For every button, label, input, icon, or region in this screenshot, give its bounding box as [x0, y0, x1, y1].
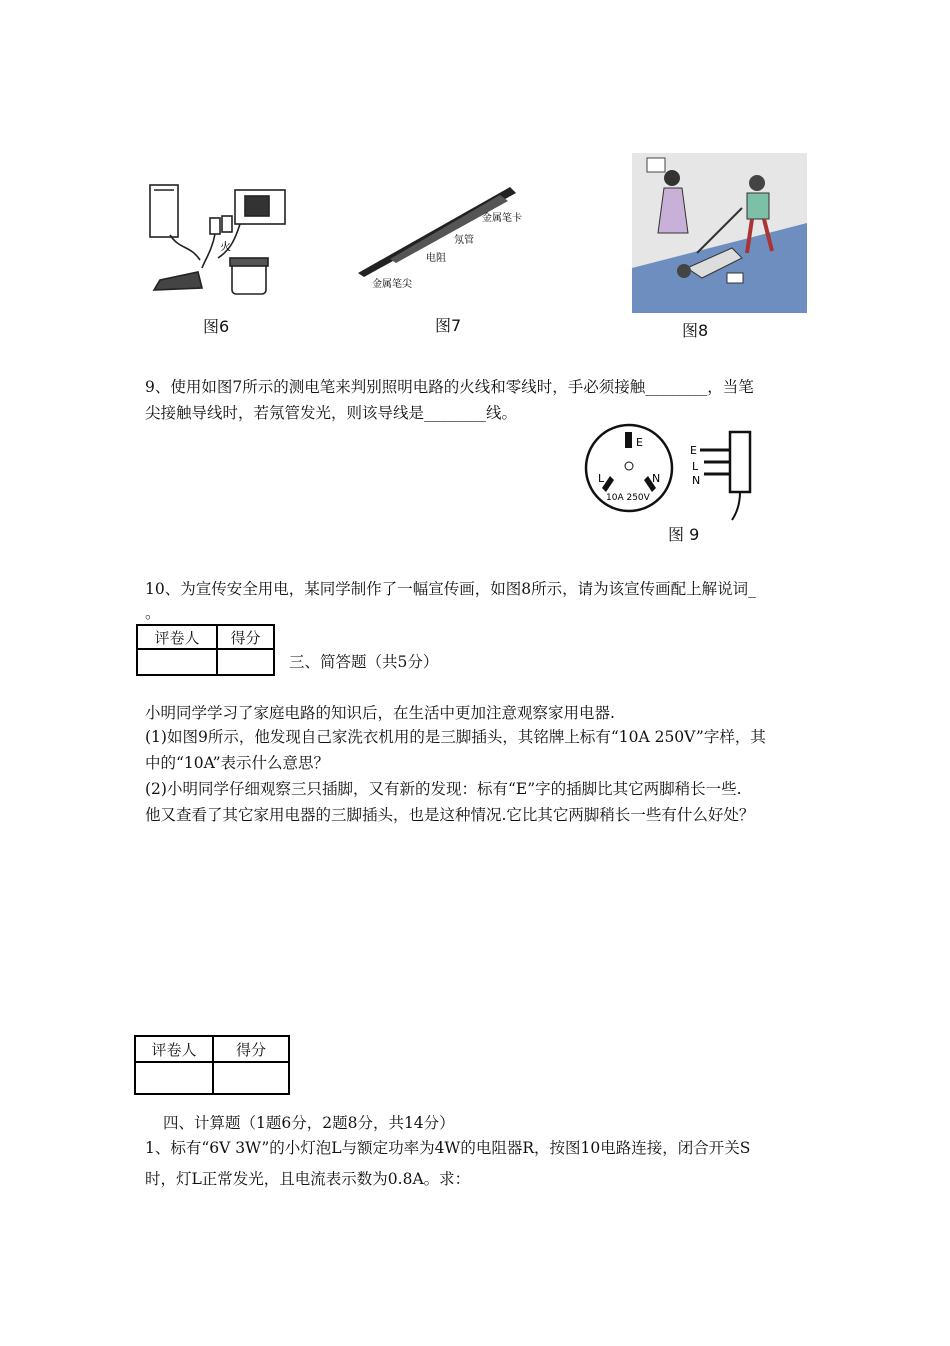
figure-8-safety-poster [632, 153, 807, 313]
score-box-score-cell[interactable] [217, 649, 274, 675]
plug-face-label-l: L [598, 472, 605, 485]
score-box-2-score-header: 得分 [213, 1036, 289, 1062]
section-3-title: 三、简答题（共5分） [289, 653, 439, 671]
short-answer-part-1-line-2: 中的“10A”表示什么意思？ [145, 754, 329, 772]
figure-6-caption: 图6 [203, 317, 230, 336]
short-answer-part-2-line-2: 他又查看了其它家用电器的三脚插头，也是这种情况.它比其它两脚稍长一些有什么好处？ [145, 806, 755, 824]
figure-8-caption: 图8 [682, 321, 709, 340]
figure-6-label-fire: 火 [220, 240, 231, 253]
plug-side-label-n: N [692, 474, 701, 487]
figure-7-label-resistor: 电阻 [426, 253, 446, 264]
score-box-grader-header: 评卷人 [137, 625, 217, 649]
score-box-score-header: 得分 [217, 625, 274, 649]
question-9-line-2: 尖接触导线时，若氖管发光，则该导线是________线。 [145, 404, 518, 422]
plug-face-label-n: N [652, 472, 661, 485]
figure-9-caption: 图 9 [668, 525, 700, 544]
figure-7-test-pen [350, 175, 540, 295]
figure-7-label-clip: 金属笔卡 [482, 213, 522, 224]
figure-7-caption: 图7 [435, 316, 462, 335]
score-box-section-3 [136, 624, 275, 676]
calc-question-1-line-1: 1、标有“6V 3W”的小灯泡L与额定功率为4W的电阻器R，按图10电路连接，闭合开关S [145, 1139, 751, 1157]
calc-question-1-line-2: 时，灯L正常发光，且电流表示数为0.8A。求： [145, 1170, 471, 1188]
section-4-title: 四、计算题（1题6分，2题8分，共14分） [163, 1114, 455, 1132]
question-10-line-2: 。 [145, 604, 161, 622]
score-box-2-grader-header: 评卷人 [135, 1036, 213, 1062]
score-box-2-score-cell[interactable] [213, 1062, 289, 1094]
figure-7-label-neon: 氖管 [454, 235, 474, 246]
score-box-2-grader-cell[interactable] [135, 1062, 213, 1094]
short-answer-part-1-line-1: (1)如图9所示，他发现自己家洗衣机用的是三脚插头，其铭牌上标有“10A 250V”字样，其 [145, 728, 766, 746]
figure-9-three-pin-plug [582, 420, 762, 525]
question-9-line-1: 9、使用如图7所示的测电笔来判别照明电路的火线和零线时，手必须接触________，当笔 [145, 378, 754, 396]
question-10-line-1: 10、为宣传安全用电，某同学制作了一幅宣传画，如图8所示，请为该宣传画配上解说词_ [145, 580, 756, 598]
plug-face-label-e: E [636, 436, 643, 449]
figure-7-label-tip: 金属笔尖 [372, 279, 412, 290]
figure-6-household-appliances [140, 180, 290, 305]
short-answer-intro: 小明同学学习了家庭电路的知识后，在生活中更加注意观察家用电器. [145, 704, 615, 722]
score-box-section-4 [134, 1035, 290, 1095]
score-box-grader-cell[interactable] [137, 649, 217, 675]
plug-side-label-e: E [690, 444, 697, 457]
plug-side-label-l: L [692, 460, 699, 473]
plug-rating-label: 10A 250V [606, 493, 650, 503]
short-answer-part-2-line-1: (2)小明同学仔细观察三只插脚，又有新的发现：标有“E”字的插脚比其它两脚稍长一些. [145, 780, 742, 798]
